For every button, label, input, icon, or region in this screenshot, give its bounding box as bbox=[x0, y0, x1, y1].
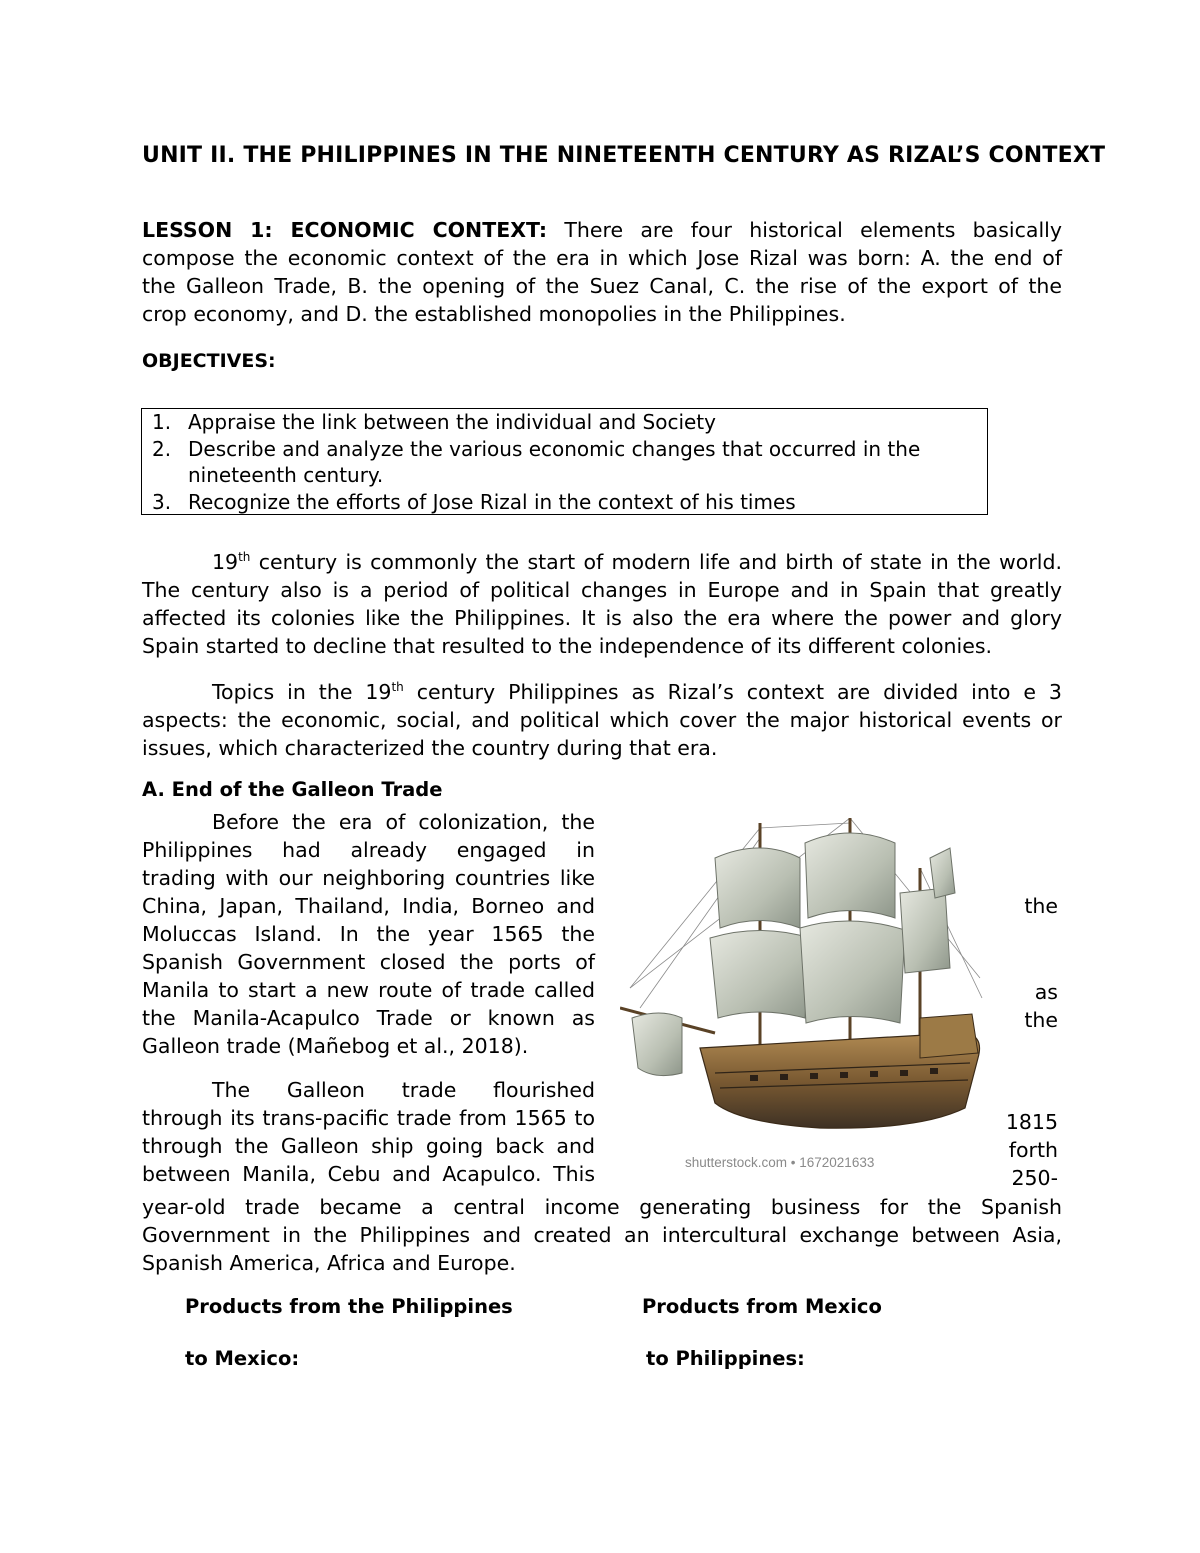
lesson-line: crop economy, and D. the established monopolies in the Philippines. bbox=[142, 302, 846, 326]
objectives-box bbox=[141, 408, 988, 515]
galleon-right-word: 250- bbox=[1011, 1166, 1058, 1190]
galleon-right-word: as bbox=[1034, 980, 1058, 1004]
galleon-line: Spanish Government closed the ports of bbox=[142, 950, 595, 974]
para-line: century is commonly the start of modern life and birth of state in the world. bbox=[250, 550, 1062, 574]
galleon-line: through its trans-pacific trade from 1565 to bbox=[142, 1106, 595, 1130]
galleon-line: Spanish America, Africa and Europe. bbox=[142, 1251, 516, 1275]
para-line: affected its colonies like the Philippines. It is also the era where the power and glory bbox=[142, 606, 1062, 630]
image-credit: shutterstock.com • 1672021633 bbox=[685, 1155, 875, 1170]
products-mx-heading: Products from Mexico bbox=[642, 1295, 882, 1318]
lesson-line: compose the economic context of the era in which Jose Rizal was born: A. the end of bbox=[142, 246, 1062, 270]
objectives-heading: OBJECTIVES: bbox=[142, 350, 276, 372]
para-line: century Philippines as Rizal’s context are divided into e 3 bbox=[403, 680, 1062, 704]
galleon-line: Galleon trade (Mañebog et al., 2018). bbox=[142, 1034, 529, 1058]
products-ph-heading: Products from the Philippines bbox=[185, 1295, 513, 1318]
objective-number: 3. bbox=[152, 489, 172, 514]
galleon-continuation bbox=[142, 1193, 1062, 1277]
galleon-line: through the Galleon ship going back and bbox=[142, 1134, 595, 1158]
galleon-text-column bbox=[142, 808, 595, 1188]
galleon-line: trading with our neighboring countries like bbox=[142, 866, 595, 890]
objective-item bbox=[142, 409, 987, 436]
galleon-line: The Galleon trade flourished bbox=[212, 1078, 595, 1102]
galleon-line: between Manila, Cebu and Acapulco. This bbox=[142, 1162, 595, 1186]
page-title: UNIT II. THE PHILIPPINES IN THE NINETEENTH CENTURY AS RIZAL’S CONTEXT bbox=[142, 143, 1106, 168]
objective-item bbox=[142, 489, 987, 516]
galleon-right-word: the bbox=[1024, 1008, 1058, 1032]
galleon-line: year-old trade became a central income generating business for the Spanish bbox=[142, 1195, 1062, 1219]
galleon-right-word: forth bbox=[1008, 1138, 1058, 1162]
galleon-line: Government in the Philippines and created an intercultural exchange between Asia, bbox=[142, 1223, 1062, 1247]
galleon-right-word: 1815 bbox=[1005, 1110, 1058, 1134]
para-line: Spain started to decline that resulted to the independence of its different colonies. bbox=[142, 634, 993, 658]
galleon-line: Philippines had already engaged in bbox=[142, 838, 595, 862]
lesson-label: LESSON 1: ECONOMIC CONTEXT: bbox=[142, 218, 548, 242]
lesson-line: There are four historical elements basically bbox=[564, 218, 1062, 242]
galleon-line: the Manila-Acapulco Trade or known as bbox=[142, 1006, 595, 1030]
galleon-right-word: the bbox=[1024, 894, 1058, 918]
products-ph-heading-2: to Mexico: bbox=[185, 1347, 300, 1370]
lesson-line: the Galleon Trade, B. the opening of the Suez Canal, C. the rise of the export of the bbox=[142, 274, 1062, 298]
products-mx-heading-2: to Philippines: bbox=[646, 1347, 805, 1370]
galleon-ship-image bbox=[620, 818, 985, 1136]
galleon-line: Manila to start a new route of trade called bbox=[142, 978, 595, 1002]
objective-number: 1. bbox=[152, 410, 172, 434]
para-line: issues, which characterized the country during that era. bbox=[142, 736, 718, 760]
superscript: th bbox=[391, 680, 404, 694]
objectives-list bbox=[142, 409, 987, 515]
para-start: Topics in the 19 bbox=[212, 680, 392, 704]
paragraph-topics bbox=[142, 678, 1062, 762]
galleon-line: China, Japan, Thailand, India, Borneo and bbox=[142, 894, 595, 918]
paragraph-nineteenth-century bbox=[142, 548, 1062, 660]
para-start: 19 bbox=[212, 550, 239, 574]
galleon-line: Moluccas Island. In the year 1565 the bbox=[142, 922, 595, 946]
objective-item bbox=[142, 436, 987, 489]
para-line: aspects: the economic, social, and political which cover the major historical events or bbox=[142, 708, 1062, 732]
objective-text: Describe and analyze the various economic changes that occurred in the nineteenth century. bbox=[188, 436, 921, 487]
objective-text: Recognize the efforts of Jose Rizal in the context of his times bbox=[188, 489, 796, 514]
lesson-intro bbox=[142, 216, 1062, 328]
galleon-line: Before the era of colonization, the bbox=[212, 810, 595, 834]
objective-number: 2. bbox=[152, 436, 172, 461]
objective-text: Appraise the link between the individual and Society bbox=[188, 410, 716, 434]
superscript: th bbox=[238, 550, 251, 564]
para-line: The century also is a period of political changes in Europe and in Spain that greatly bbox=[142, 578, 1062, 602]
section-a-heading: A. End of the Galleon Trade bbox=[142, 778, 443, 801]
